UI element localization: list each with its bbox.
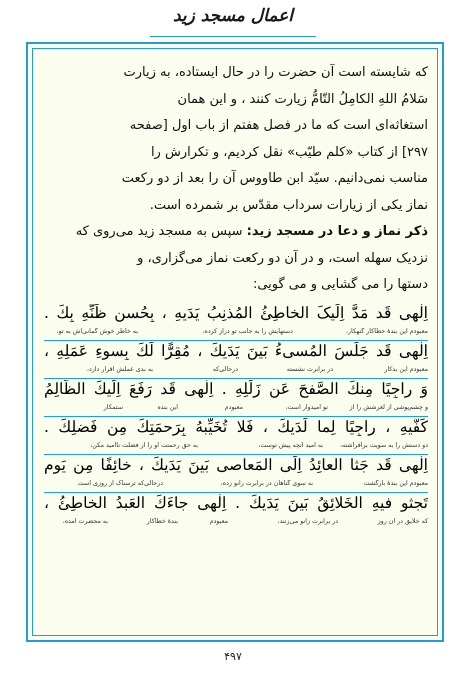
translation-segment: معبودم — [224, 403, 243, 411]
dua-translation — [44, 328, 428, 339]
intro-line: سَلامُ اللهِ الکامِلُ التّامُّ زیارت کنند ، و این همان — [177, 91, 428, 107]
dua-arabic-text: اِلٰهی قَد مَدَّ اِلَیکَ الخاطِئُ المُذنِبُ یَدَیهِ ، بِحُسنِ ظَنِّهِ بِكَ . — [44, 303, 428, 322]
dua-line — [44, 341, 428, 379]
translation-segment: به حق رحمتت او را از فضلت ناامید مکن، — [90, 441, 198, 449]
section-first-line — [44, 219, 428, 246]
translation-segment: معبودم این بدکار — [384, 365, 428, 373]
dua-line — [44, 379, 428, 417]
translation-segment: ستمکار — [103, 403, 123, 411]
translation-segment: که خلایق در آن روز — [377, 517, 428, 525]
intro-line: ۲۹۷] از کتاب «کلم طیّب» نقل کردیم، و تکرارش را — [150, 144, 428, 160]
dua-line — [44, 455, 428, 493]
translation-segment: و چشم‌پوشی از لغزشش را از — [349, 403, 428, 411]
header-underline — [150, 36, 316, 37]
dua-translation — [44, 442, 428, 453]
translation-segment: معبودم این بندهٔ بازگشت — [363, 479, 428, 487]
intro-line: نماز یکی از زیارات سرداب مقدّس بر شمرده است. — [149, 197, 428, 213]
dua-arabic-text: اِلٰهی قَد جَثا العائِدُ اِلَى المَعاصی بَینَ یَدَیكَ ، خائِفًا مِن یَومٍ — [44, 455, 428, 474]
section-line: نزدیک سهله است، و در آن دو رکعت نماز می‌گزاری، و — [137, 250, 428, 266]
page-header — [0, 4, 466, 40]
translation-segment: درحالی‌که — [212, 365, 238, 373]
page-body — [44, 60, 428, 530]
translation-segment: به خاطر خوش گمانی‌اش به تو، — [56, 327, 138, 335]
dua-translation — [44, 480, 428, 491]
section-heading: ذکر نماز و دعا در مسجد زید: — [246, 224, 428, 239]
intro-line: که شایسته است آن حضرت را در حال ایستاده، به زیارت — [123, 65, 428, 80]
translation-segment: بندهٔ خطاکار — [146, 517, 178, 525]
dua-line — [44, 417, 428, 455]
translation-segment: معبودم این بندهٔ خطاکار گنهکار، — [345, 327, 428, 335]
dua-block — [44, 303, 428, 530]
dua-translation — [44, 518, 428, 529]
translation-segment: دو دستش را به سویت برافراشته، — [339, 441, 428, 449]
translation-segment: در برابرت زانو می‌زنند، — [277, 517, 338, 525]
dua-translation — [44, 366, 428, 377]
translation-segment: درحالی‌که ترسناک از روزی است — [77, 479, 163, 487]
dua-line — [44, 493, 428, 530]
intro-line: استغاثه‌ای است که ما در فصل هفتم از باب اول [صفحه — [129, 118, 428, 133]
section-line: سپس به مسجد زید می‌روی که — [75, 224, 243, 239]
intro-line: مناسب نمی‌دانیم. سیّد ابن طاووس آن را بعد از دو رکعت — [121, 171, 428, 186]
section-line: دستها را می گشایی و می گویی: — [252, 277, 428, 292]
dua-line — [44, 303, 428, 341]
dua-arabic-text: وَ راجِیًا مِنكَ الصَّفحَ عَن زَلَلِهِ . اِلٰهی قَد رَفَعَ اِلَیكَ الظّالِمُ — [44, 379, 428, 398]
translation-segment: معبودم — [209, 517, 228, 525]
dua-translation — [44, 404, 428, 415]
translation-segment: به سوی گناهان در برابرت زانو زده، — [220, 479, 313, 487]
translation-segment: به محضرت آمده، — [62, 517, 108, 525]
translation-segment: تو امیدوار است، — [285, 403, 328, 411]
translation-segment: به بدی عملش اقرار دارد، — [86, 365, 153, 373]
running-title: اعمال مسجد زید — [172, 6, 294, 26]
translation-segment: به امید آنچه پیش توست، — [258, 441, 323, 449]
dua-arabic-text: اِلٰهی قَد جَلَسَ المُسیءُ بَینَ یَدَیكَ ، مُقِرًّا لَكَ بِسوءِ عَمَلِهِ ، — [44, 341, 428, 360]
dua-arabic-text: تَجثو فیهِ الخَلائِقُ بَینَ یَدَیكَ . اِلٰهی جاءَكَ العَبدُ الخاطِئُ ، — [44, 493, 428, 512]
page-number: ۴۹۷ — [224, 650, 242, 663]
translation-segment: دستهایش را به جانب تو دراز کرده، — [202, 327, 293, 335]
content-frame — [26, 42, 444, 642]
translation-segment: این بنده — [157, 403, 178, 411]
translation-segment: در برابرت نشسته — [286, 365, 333, 373]
dua-arabic-text: كَفَّیهِ ، راجِیًا لِما لَدَیكَ ، فَلا تُخَیِّبهُ بِرَحمَتِكَ مِن فَضلِكَ . — [44, 417, 428, 436]
